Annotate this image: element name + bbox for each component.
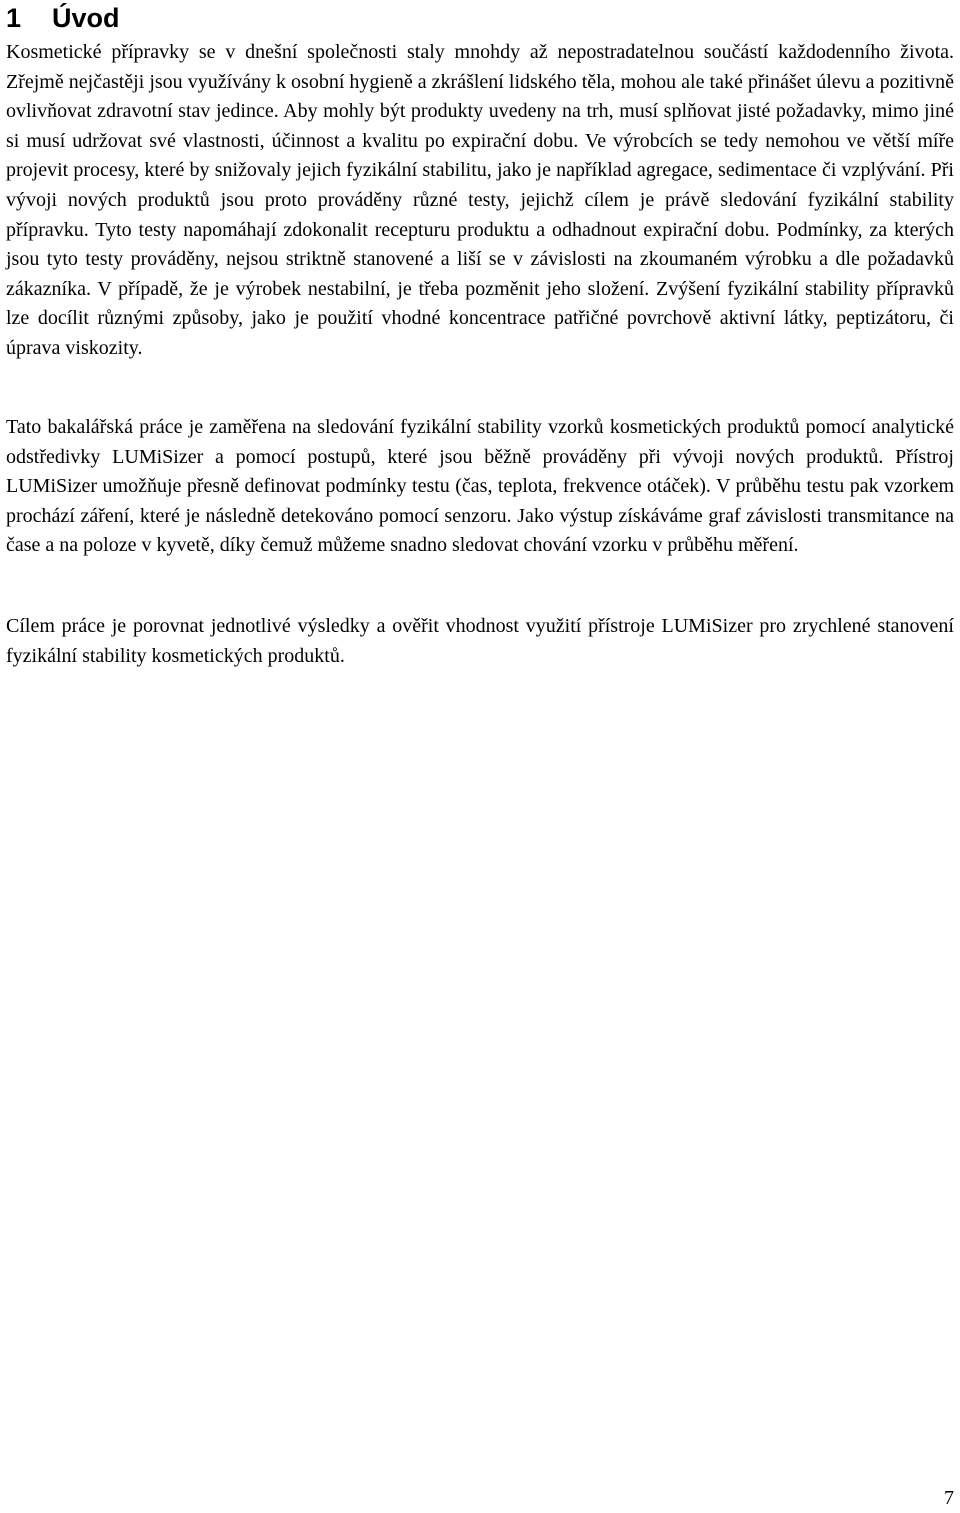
- chapter-number: 1: [6, 3, 22, 33]
- chapter-title: Úvod: [52, 3, 120, 33]
- paragraph-intro: Kosmetické přípravky se v dnešní společnosti staly mnohdy až nepostradatelnou součástí každodenního života. Zřejmě nejčastěji jsou využívány k osobní hygieně a zkrášlení lidského těla, mohou ale také přinášet úlevu a pozitivně ovlivňovat zdravotní stav jedince. Aby mohly být produkty uvedeny na trh, musí splňovat jisté požadavky, mimo jiné si musí udržovat své vlastnosti, účinnost a kvalitu po expirační dobu. Ve výrobcích se tedy nemohou ve větší míře projevit procesy, které by snižovaly jejich fyzikální stabilitu, jako je například agregace, sedimentace či vzplývání. Při vývoji nových produktů jsou proto prováděny různé testy, jejichž cílem je právě sledování fyzikální stability přípravku. Tyto testy napomáhají zdokonalit recepturu produktu a odhadnout expirační dobu. Podmínky, za kterých jsou tyto testy prováděny, nejsou striktně stanovené a liší se v závislosti na zkoumaném výrobku a dle požadavků zákazníka. V případě, že je výrobek nestabilní, je třeba pozměnit jeho složení. Zvýšení fyzikální stability přípravků lze docílit různými způsoby, jako je použití vhodné koncentrace patřičné povrchově aktivní látky, peptizátoru, či úprava viskozity.: [6, 41, 954, 359]
- paragraph-thesis-goal: Cílem práce je porovnat jednotlivé výsledky a ověřit vhodnost využití přístroje LUMiSizer pro zrychlené stanovení fyzikální stability kosmetických produktů.: [6, 615, 954, 667]
- page-number: 7: [944, 1487, 954, 1509]
- paragraph-thesis-focus: Tato bakalářská práce je zaměřena na sledování fyzikální stability vzorků kosmetických produktů pomocí analytické odstředivky LUMiSizer a pomocí postupů, které jsou běžně prováděny při vývoji nových produktů. Přístroj LUMiSizer umožňuje přesně definovat podmínky testu (čas, teplota, frekvence otáček). V průběhu testu pak vzorkem prochází záření, které je následně detekováno pomocí senzoru. Jako výstup získáváme graf závislosti transmitance na čase a na poloze v kyvetě, díky čemuž můžeme snadno sledovat chování vzorku v průběhu měření.: [6, 416, 954, 557]
- chapter-heading: [6, 0, 120, 36]
